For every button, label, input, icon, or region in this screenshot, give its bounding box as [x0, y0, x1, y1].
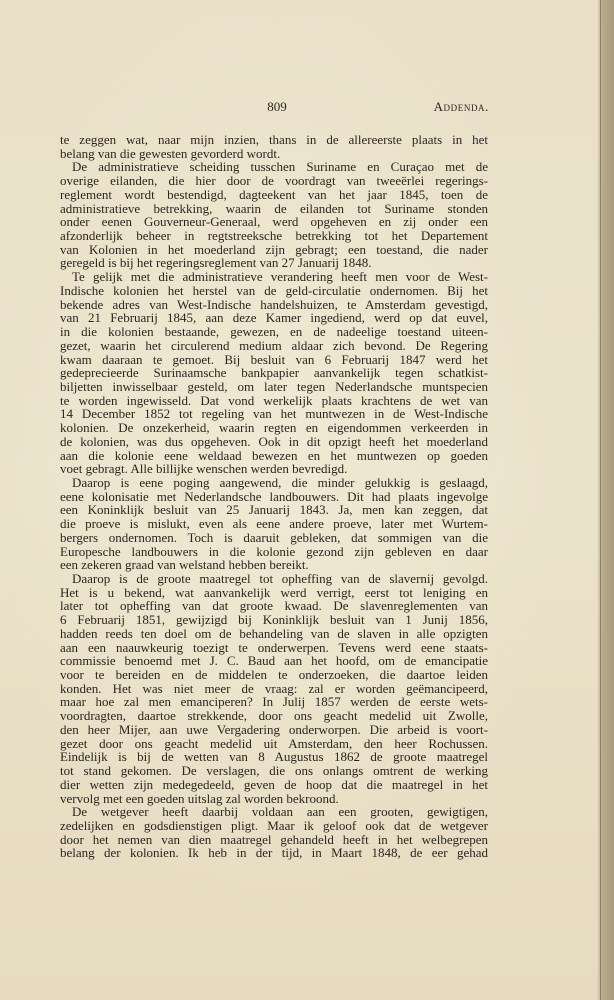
running-title: Addenda. [433, 99, 489, 114]
text-line: van 21 Februarij 1845, aan deze Kamer ingediend, werd op dat euvel, [60, 310, 488, 326]
text-line: 14 December 1852 tot regeling van het muntwezen in de West-Indische [60, 406, 488, 422]
paragraph [60, 572, 488, 805]
text-line: voet gebragt. Alle billijke wenschen werden bevredigd. [60, 461, 348, 477]
text-line: tot stand gekomen. De verslagen, die ons onlangs omtrent de werking [60, 763, 488, 779]
text-line: geregeld is bij het regeringsreglement van 27 Januarij 1848. [60, 255, 372, 271]
text-line: belang van die gewesten gevorderd wordt. [60, 145, 281, 161]
text-line: in die kolonien bestaande, gewezen, en de nadeelige toestand uiteen- [60, 324, 488, 340]
text-line: De administratieve scheiding tusschen Suriname en Curaçao met de [72, 159, 488, 175]
text-line: onder eenen Gouverneur-Generaal, werd opgeheven en zij onder een [60, 214, 488, 230]
text-line: Indische kolonien het herstel van de geld-circulatie ondernomen. Bij het [60, 282, 488, 298]
text-line: maar hoe zal men emanciperen? In Julij 1857 werden de eerste wets- [60, 694, 488, 710]
text-line: te worden ingewisseld. Dat vond werkelijk plaats krachtens de wet van [60, 392, 488, 408]
text-line: bergers ondernomen. Toch is daaruit gebleken, dat sommigen van die [60, 529, 488, 545]
text-line: belang der kolonien. Ik heb in der tijd, in Maart 1848, de eer gehad [60, 845, 488, 861]
text-line: 6 Februarij 1851, gewijzigd bij Koninklijk besluit van 1 Junij 1856, [60, 612, 488, 628]
text-line: commissie benoemd met J. C. Baud aan het hoofd, om de emancipatie [60, 653, 488, 669]
text-line: dier wetten zijn medegedeeld, geven de hoop dat die maatregel in het [60, 776, 488, 792]
text-line: van Kolonien in het moederland zijn gebragt; een toestand, die nader [60, 241, 488, 257]
text-line: voordragten, daartoe strekkende, door ons geacht medelid uit Zwolle, [60, 708, 488, 724]
text-line: gezet door ons geacht medelid uit Amsterdam, den heer Rochussen. [60, 735, 488, 751]
page-edge-line [600, 0, 601, 1000]
paragraph [60, 270, 488, 476]
text-line: eene kolonisatie met Nederlandsche landbouwers. Dit had plaats ingevolge [60, 488, 488, 504]
text-line: afzonderlijk beheer in regtstreeksche betrekking tot het Departement [60, 228, 488, 244]
paragraph [60, 160, 488, 270]
text-line: reglement wordt bestendigd, dagteekent van het jaar 1845, toen de [60, 186, 488, 202]
text-line: De wetgever heeft daarbij voldaan aan een grooten, gewigtigen, [72, 804, 488, 820]
text-line: aan een naauwkeurig toezigt te onderwerpen. Tevens werd eene staats- [60, 639, 488, 655]
text-line: voor te bereiden en de middelen te onderzoeken, die daartoe leiden [60, 667, 488, 683]
text-line: zedelijken en godsdienstigen pligt. Maar ik geloof ook dat de wetgever [60, 817, 488, 833]
text-line: door het nemen van dien maatregel gehandeld heeft in het welbegrepen [60, 831, 488, 847]
text-line: Het is u bekend, wat aanvankelijk werd verrigt, eerst tot leniging en [60, 584, 488, 600]
text-line: hadden reeds ten doel om de behandeling van de slaven in alle opzigten [60, 625, 488, 641]
text-line: aan die kolonie eene weldaad bewezen en het muntwezen op goeden [60, 447, 488, 463]
text-line: bekende adres van West-Indische handelshuizen, te Amsterdam gevestigd, [60, 296, 488, 312]
paragraph [60, 133, 488, 160]
text-line: gedeprecieerde Surinaamsche bankpapier aanvankelijk tegen schatkist- [60, 365, 488, 381]
text-line: de kolonien, was dus opgeheven. Ook in dit opzigt heeft het moederland [60, 433, 488, 449]
text-line: Daarop is de groote maatregel tot opheffing van de slavernij gevolgd. [72, 571, 488, 586]
text-line: te zeggen wat, naar mijn inzien, thans in de allereerste plaats in het [60, 132, 488, 147]
paragraph [60, 805, 488, 860]
text-line: biljetten inwisselbaar gesteld, om later tegen Nederlandsche muntspecien [60, 378, 488, 394]
text-line: Te gelijk met die administratieve verandering heeft men voor de West- [72, 269, 488, 285]
text-line: kwam daaraan te gemoet. Bij besluit van 6 Februarij 1847 werd het [60, 351, 488, 367]
text-line: Daarop is eene poging aangewend, die minder gelukkig is geslaagd, [72, 474, 488, 490]
text-line: Eindelijk is bij de wetten van 8 Augustus 1862 de groote maatregel [60, 749, 488, 765]
text-line: gezet, waarin het circulerend medium aldaar zich bevond. De Regering [60, 337, 488, 353]
text-line: den heer Mijer, aan uwe Vergadering onderworpen. Die arbeid is voort- [60, 721, 488, 737]
text-line: kolonien. De onzekerheid, waarin regten en eigendommen verkeerden in [60, 420, 488, 436]
text-line: administratieve betrekking, waarin de eilanden tot Suriname stonden [60, 200, 488, 216]
text-line: die proeve is mislukt, even als eene andere proeve, later met Wurtem- [60, 516, 488, 532]
text-line: konden. Het was niet meer de vraag: zal er worden geëmancipeerd, [60, 680, 488, 696]
text-line: Europesche landbouwers in die kolonie gezond zijn gebleven en daar [60, 543, 488, 559]
text-line: overige eilanden, die hier door de voordragt van tweeërlei regerings- [60, 173, 488, 189]
text-body [60, 133, 488, 860]
text-line: een Koninklijk besluit van 25 Januarij 1843. Ja, men kan zeggen, dat [60, 502, 488, 518]
paragraph [60, 476, 488, 572]
text-line: later tot opheffing van dat groote kwaad. De slavenreglementen van [60, 598, 488, 614]
text-line: vervolg met een goeden uitslag zal worden bekroond. [60, 790, 339, 806]
page-number: 809 [267, 99, 287, 114]
text-line: een zekeren graad van welstand hebben bereikt. [60, 557, 309, 573]
